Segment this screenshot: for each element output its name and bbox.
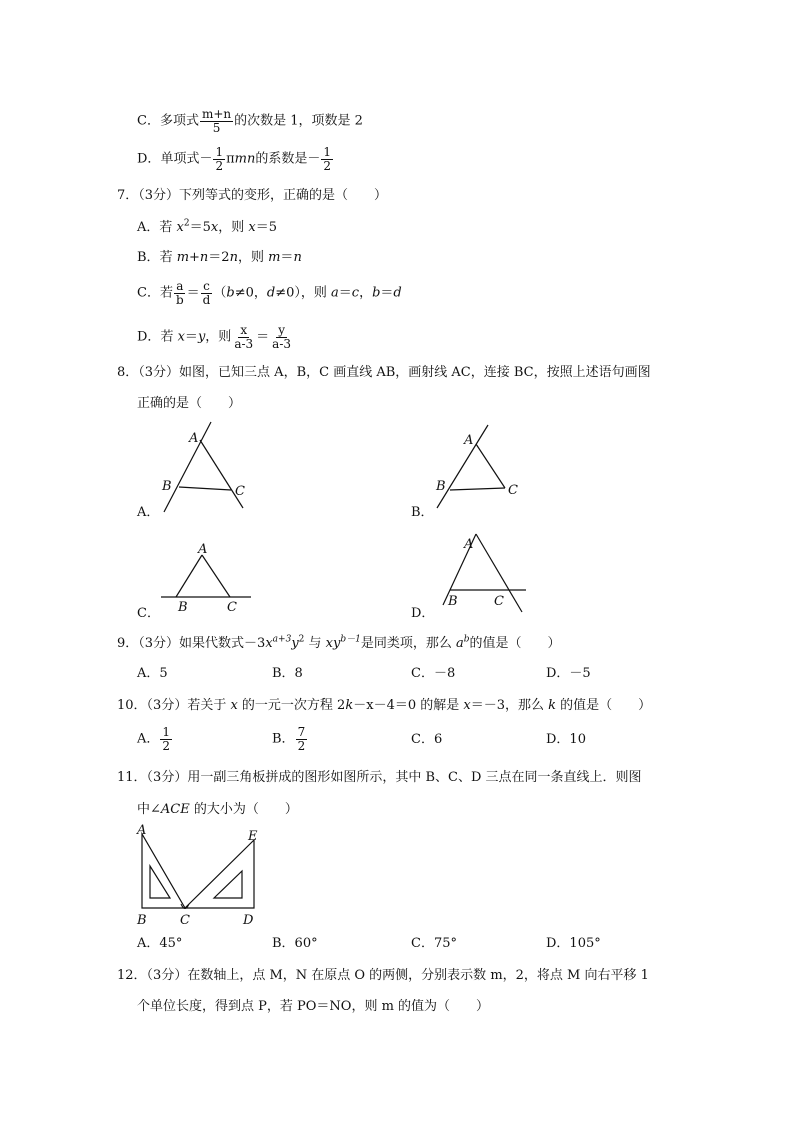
point-c-label: C [227, 600, 237, 615]
exponent: 2 [298, 634, 305, 645]
fraction-numerator: 1 [215, 145, 224, 159]
q8-stem-line-1: 8．（3分）如图，已知三点 A，B，C 画直线 AB，画射线 AC，连接 BC，按照上述语句画图 [117, 365, 651, 380]
variable: b [372, 285, 381, 301]
q8-figure-d [430, 530, 540, 620]
line-ab [437, 425, 488, 508]
text: 10．（3分）若关于 [117, 698, 231, 713]
variable: a [331, 285, 339, 301]
point-b-label: B [178, 600, 188, 615]
fraction-denominator: 5 [212, 120, 221, 135]
text: 若 [159, 250, 177, 265]
variable: y [197, 329, 206, 345]
q11-option-a: A．45° [137, 936, 183, 951]
option-label: B． [137, 250, 160, 265]
point-a-label: A [137, 823, 147, 838]
q12-stem-line-2: 个单位长度，得到点 P，若 PO＝NO，则 m 的值为（ ） [137, 999, 490, 1014]
text: ＝ [186, 285, 200, 301]
variable: x [265, 636, 273, 651]
text: ≠0），则 [275, 285, 331, 301]
variable: x [248, 220, 256, 235]
line-ab [164, 422, 211, 512]
variable: m [268, 250, 281, 265]
exponent: 2 [183, 218, 190, 229]
text: ＝5 [189, 220, 211, 235]
variable: d [266, 285, 276, 301]
q10-option-b [272, 726, 308, 752]
q8-option-b-label: B． [411, 505, 434, 520]
fraction-denominator: a-3 [234, 336, 254, 351]
variable: x [210, 220, 219, 235]
point-c-label: C [508, 483, 518, 498]
ray-ac [202, 555, 230, 597]
option-label: B． [272, 731, 295, 747]
point-b-label: B [448, 594, 458, 609]
segment-bc [450, 488, 505, 490]
q8-figure-a [155, 420, 265, 520]
text: 9．（3分）如果代数式－3 [117, 636, 266, 651]
q8-option-a-label: A． [137, 505, 160, 520]
option-label: D． [137, 329, 161, 345]
text: 的一元一次方程 2 [237, 698, 346, 713]
point-b-label: B [137, 913, 147, 928]
variable: m+n [176, 250, 209, 265]
exponent: a+3 [272, 634, 292, 645]
q11-option-d: D．105° [546, 936, 601, 951]
text: ＝2 [208, 250, 230, 265]
q7-option-b [137, 251, 302, 264]
fraction-denominator: a-3 [272, 336, 292, 351]
text: ，则 [218, 220, 249, 235]
q9-option-b: B．8 [272, 666, 303, 681]
text: 的次数是 1，项数是 2 [234, 113, 363, 129]
fraction-denominator: d [202, 292, 211, 307]
text: ＝ [184, 329, 198, 345]
fraction-numerator: 1 [162, 725, 171, 739]
option-label: C． [137, 285, 160, 301]
text: 的值是（ ） [469, 636, 561, 651]
fraction-denominator: 2 [162, 738, 171, 753]
q8-option-c-label: C． [137, 606, 160, 621]
point-a-label: A [464, 433, 474, 448]
variable: x [176, 220, 184, 235]
q8-figure-c [155, 535, 265, 620]
variable: c [351, 285, 360, 301]
fraction-numerator: x [240, 323, 248, 337]
fraction-numerator: 1 [323, 145, 331, 159]
variable: a [456, 636, 464, 651]
point-a-label: A [464, 537, 474, 552]
text: 与 [304, 636, 326, 651]
fraction-denominator: b [175, 292, 184, 307]
text: 的系数是－ [255, 151, 321, 167]
text: 是同类项，那么 [360, 636, 456, 651]
text: ＝ [256, 329, 270, 345]
fraction-numerator: a [176, 279, 184, 293]
segment-bc [179, 487, 231, 490]
fraction [270, 324, 293, 350]
fraction [160, 726, 172, 752]
text: 若 [160, 329, 178, 345]
fraction-numerator: y [278, 323, 285, 337]
q9-option-d: D．－5 [546, 666, 591, 681]
text: 中∠ [137, 802, 161, 817]
option-label: A． [137, 220, 160, 235]
q11-option-b: B．60° [272, 936, 318, 951]
variable: d [393, 285, 402, 301]
q8-figure-b [430, 420, 540, 520]
variable: k [548, 698, 557, 713]
text: 多项式 [159, 113, 199, 129]
fraction-numerator: 7 [297, 725, 306, 739]
point-c-label: C [180, 913, 190, 928]
variable: x [177, 329, 185, 345]
q10-option-c: C．6 [411, 732, 443, 747]
fraction [321, 146, 333, 172]
q10-stem [117, 699, 651, 712]
q7-option-c [137, 280, 402, 306]
text: ＝ [280, 250, 294, 265]
point-c-label: C [494, 594, 504, 609]
exponent: b [463, 634, 470, 645]
text: －x－4＝0 的解是 [353, 698, 464, 713]
exponent: b－1 [340, 634, 361, 645]
fraction-numerator: m+n [201, 107, 232, 121]
q7-option-a [137, 218, 277, 235]
q12-stem-line-1: 12．（3分）在数轴上，点 M，N 在原点 O 的两侧，分别表示数 m，2，将点 M 向右平移 1 [117, 968, 649, 983]
q10-option-d: D．10 [546, 732, 586, 747]
text: 若 [159, 220, 177, 235]
left-set-square [142, 834, 185, 908]
variable: k [345, 698, 354, 713]
fraction [200, 108, 233, 134]
fraction [232, 324, 255, 350]
fraction [201, 280, 213, 306]
point-d-label: D [243, 913, 254, 928]
text: ，则 [237, 250, 269, 265]
ray-ac [476, 444, 505, 488]
q11-figure [130, 820, 270, 930]
text: ＝－3，那么 [470, 698, 549, 713]
text: 的值是（ ） [556, 698, 652, 713]
variable: n [293, 250, 302, 265]
left-set-square-inner [150, 866, 170, 898]
point-b-label: B [436, 479, 446, 494]
variable: ACE [160, 802, 190, 817]
text: ＝5 [255, 220, 277, 235]
point-a-label: A [198, 542, 208, 557]
q8-option-d-label: D． [411, 606, 435, 621]
q10-option-a [137, 726, 173, 752]
q9-option-c: C．－8 [411, 666, 456, 681]
text: ＝ [338, 285, 352, 301]
q9-option-a: A．5 [137, 666, 168, 681]
text: ≠0， [234, 285, 267, 301]
variable: xy [325, 636, 341, 651]
option-label: D． [137, 151, 161, 167]
point-e-label: E [248, 829, 258, 844]
point-c-label: C [235, 484, 245, 499]
variable: x [463, 698, 471, 713]
fraction-denominator: 2 [215, 158, 224, 173]
q7-option-d [137, 324, 294, 350]
q8-stem-line-2: 正确的是（ ） [137, 396, 242, 411]
text: ，则 [205, 329, 232, 345]
q11-stem-line-2 [137, 803, 298, 816]
q7-stem: 7．（3分）下列等式的变形，正确的是（ ） [117, 188, 388, 203]
q6-option-d [137, 146, 334, 172]
q11-option-c: C．75° [411, 936, 457, 951]
q11-stem-line-1: 11．（3分）用一副三角板拼成的图形如图所示，其中 B、C、D 三点在同一条直线上．则图 [117, 770, 642, 785]
fraction [213, 146, 225, 172]
text: 的大小为（ ） [189, 802, 298, 817]
text: 若 [159, 285, 173, 301]
fraction-denominator: 2 [323, 158, 331, 173]
variable: x [230, 698, 238, 713]
fraction-denominator: 2 [297, 738, 306, 753]
point-a-label: A [189, 431, 199, 446]
point-b-label: B [162, 479, 172, 494]
fraction [174, 280, 186, 306]
option-label: C． [137, 113, 160, 129]
q6-option-c [137, 108, 363, 134]
fraction [296, 726, 308, 752]
fraction-numerator: c [203, 279, 210, 293]
option-label: A． [137, 731, 160, 747]
variable: mn [234, 151, 256, 167]
text: π [226, 151, 235, 167]
text: （ [213, 285, 227, 301]
line-ab [176, 555, 202, 597]
text: 单项式－ [160, 151, 213, 167]
variable: b [226, 285, 235, 301]
variable: n [229, 250, 238, 265]
text: ＝ [380, 285, 394, 301]
q9-stem [117, 634, 561, 651]
text: ， [359, 285, 373, 301]
variable: y [291, 636, 299, 651]
